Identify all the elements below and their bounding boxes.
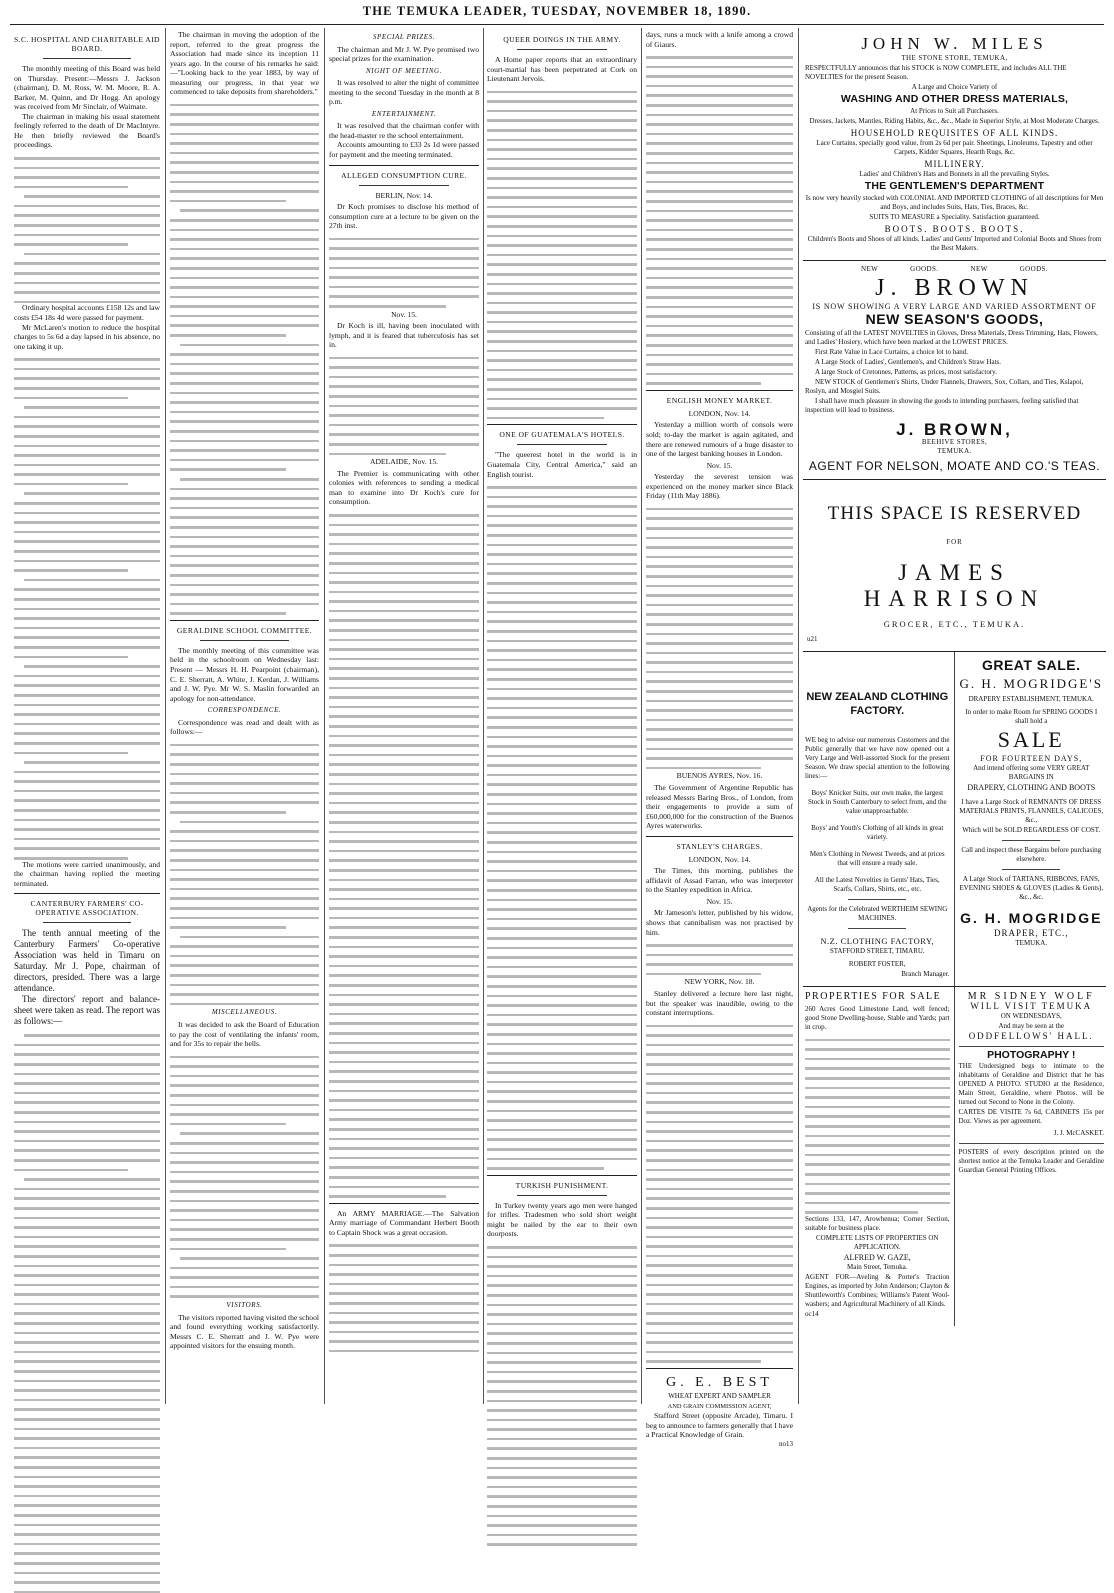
dateline: Nov. 15. <box>391 309 417 319</box>
article-body-continued <box>329 357 479 456</box>
divider <box>170 620 319 621</box>
ad-photo-text: CARTES DE VISITE 7s 6d, CABINETS 15s per Doz. Views as per agreement. <box>958 1108 1104 1126</box>
ad-code: u21 <box>807 635 818 644</box>
ad-sale-text: DRAPERY, CLOTHING AND BOOTS <box>967 782 1096 792</box>
article-paragraph: Dr Koch is ill, having been inoculated with lymph, and it is feared that tuberculosis has set in. <box>329 321 479 350</box>
ad-nz-text: ROBERT FOSTER, <box>848 959 906 968</box>
ad-code: oc14 <box>805 1309 819 1318</box>
ad-best-title: AND GRAIN COMMISSION AGENT, <box>667 1402 772 1410</box>
ad-miles-text: Children's Boots and Shoes of all kinds. Ladies' and Gents' Imported and Colonial Boots and Shoes from the Best Makers. <box>807 235 1102 252</box>
headline-money-market: ENGLISH MONEY MARKET. <box>666 395 773 405</box>
section-subhead: VISITORS. <box>226 1301 263 1310</box>
ad-nz-text: All the Latest Novelties in Gents' Hats, Ties, Scarfs, Collars, Shirts, etc., etc. <box>814 875 940 893</box>
masthead-rule <box>10 24 1104 25</box>
ad-photo-text: THE Undersigned begs to intimate to the inhabitants of Geraldine and District that he has OPENED A PHOTO. STUDIO at the Residence, Main Street, Geraldine, where Photos. will be turned out Second to None in the Colony. <box>958 1062 1104 1107</box>
ad-best-body: Stafford Street (opposite Arcade), Timaru. I beg to announce to farmers generally that I have a Practical Knowledge of Grain. <box>646 1411 793 1440</box>
advertisements-column <box>803 30 1106 1402</box>
ad-j-brown <box>803 261 1106 480</box>
ad-sale-text: I have a Large Stock of REMNANTS OF DRESS MATERIALS PRINTS, FLANNELS, CALICOES, &c., <box>959 797 1104 824</box>
dateline: Nov. 15. <box>706 460 733 470</box>
ad-sale-word: SALE <box>997 726 1065 752</box>
article-paragraph: Yesterday a million worth of consols were sold; to-day the market is again agitated, and there are renewed rumours of a huge disaster to one of the largest banking houses in London. <box>646 420 793 459</box>
divider <box>517 1195 607 1196</box>
article-paragraph: It was decided to ask the Board of Education to pay the cost of ventilating the infants' room, and for 35s to repair the bells. <box>170 1019 319 1049</box>
ad-great-sale <box>955 652 1107 986</box>
article-paragraph: The chairman in moving the adoption of the report, referred to the great progress the Association had made since its inception 11 years ago. In the course of his remarks he said:—"Looking back to the year 1883, by way of measuring our progress, in that year we commenced to take deposits from shareholders." <box>170 30 319 97</box>
article-body-continued <box>646 1025 793 1363</box>
headline-farmers-association: CANTERBURY FARMERS' CO-OPERATIVE ASSOCIATION. <box>30 899 144 918</box>
divider <box>1002 869 1060 870</box>
ad-prop-text: ALFRED W. GAZE, <box>843 1252 911 1262</box>
ad-sidney-text: ON WEDNESDAYS, <box>1000 1011 1062 1020</box>
ad-brown-text: A large Stock of Cretonnes, Patterns, as prices, most satisfactory. <box>815 368 997 376</box>
ad-posters: POSTERS of every description printed on the shortest notice at the Temuka Leader and Geraldine Guardian General Printing Offices. <box>958 1148 1104 1175</box>
ad-sidney-wolf <box>959 992 1105 1047</box>
ad-nz-text: Agents for the Celebrated WERTHEIM SEWING MACHINES. <box>807 904 948 922</box>
ad-properties <box>803 987 955 1326</box>
ad-brown-town: TEMUKA. <box>937 447 972 455</box>
ad-sale-text: And intend offering some VERY GREAT BARGAINS IN <box>973 763 1090 781</box>
ad-brown-heading: NEW SEASON'S GOODS, <box>865 311 1044 327</box>
ad-sale-text: In order to make Room for SPRING GOODS I shall hold a <box>965 707 1098 725</box>
ad-sidney-text: And may be seen at the <box>998 1021 1064 1030</box>
divider <box>359 185 449 186</box>
article-body-continued <box>646 944 793 975</box>
ad-nz-text: Boys' and Youth's Clothing of all kinds in great variety. <box>811 823 944 841</box>
ad-brown-text: First Rate Value in Lace Curtains, a choice lot to hand. <box>815 348 969 356</box>
ad-brown-text: IS NOW SHOWING A VERY LARGE AND VARIED ASSORTMENT OF <box>812 302 1097 311</box>
ad-sidney-text: MR SIDNEY WOLF <box>967 990 1095 1002</box>
ad-row <box>803 652 1106 987</box>
ad-miles-text: SUITS TO MEASURE a Speciality. Satisfaction guaranteed. <box>869 213 1040 221</box>
ad-miles-text: Ladies' and Children's Hats and Bonnets in all the prevailing Styles. <box>859 170 1050 178</box>
divider <box>329 165 479 166</box>
article-paragraph: The motions were carried unanimously, and the chairman having replied the meeting terminated. <box>14 859 160 888</box>
ad-sale-text: DRAPER, ETC., <box>993 927 1069 938</box>
ad-miles-heading: MILLINERY. <box>924 159 985 169</box>
masthead: THE TEMUKA LEADER, TUESDAY, NOVEMBER 18, 1890. <box>362 4 752 18</box>
ad-sale-text: DRAPERY ESTABLISHMENT, TEMUKA. <box>968 694 1094 703</box>
ad-best-name: G. E. BEST <box>666 1375 773 1391</box>
article-paragraph: The Times, this morning, publishes the affidavit of Assad Farran, who was interpreter to the Stanley expedition in Africa. <box>646 866 793 895</box>
column-3 <box>329 30 479 1402</box>
ad-brown-text: NEW STOCK of Gentlemen's Shirts, Under Flannels, Drawers, Sox, Collars, and Ties, Kslapoi, Roslyn, and Mosgiel Suits. <box>805 378 1084 395</box>
ad-nz-text: N.Z. CLOTHING FACTORY, <box>820 935 935 946</box>
ad-photo-signature: J. J. McCASKET. <box>1053 1129 1104 1138</box>
divider <box>43 58 131 59</box>
ad-brown-name: J. BROWN, <box>896 420 1013 439</box>
section-subhead: CORRESPONDENCE. <box>207 706 282 715</box>
column-4 <box>487 30 637 1402</box>
dateline: LONDON, Nov. 14. <box>688 408 751 418</box>
ad-miles-text: At Prices to Suit all Purchasers. <box>910 107 999 115</box>
ad-sale-text: TEMUKA. <box>1015 938 1048 947</box>
ad-prop-text: Sections 133, 147, Arowhenua; Corner Section, suitable for business place. <box>805 1214 950 1232</box>
article-paragraph: The visitors reported having visited the school and found everything working satisfactorily. Messrs C. E. Sherratt and J. W. Pye were appointed visitors for the ensuing month. <box>170 1312 319 1351</box>
column-2 <box>170 30 319 1402</box>
ad-prop-text: AGENT FOR—Aveling & Porter's Traction Engines, as imported by John Anderson; Clayton & Shuttleworth's Combines; Williams's Patent Wool-washers; and Agricultural Machinery of all Kinds. <box>805 1272 950 1308</box>
article-body-continued <box>14 1034 160 1593</box>
ad-miles-text: Lace Curtains, specially good value, from 2s 6d per pair. Sheetings, Linoleums, Tapestry and other Carpets, Kidder Squares, Hearth Rugs, &c. <box>816 139 1093 156</box>
ad-nz-text: Branch Manager. <box>901 969 950 978</box>
article-paragraph: Yesterday the severest tension was experienced on the money market since Black Friday (11th May 1886). <box>646 472 793 501</box>
article-paragraph: Mr McLaren's motion to reduce the hospital charges to 5s 6d a day lapsed in his absence, no one taking it up. <box>14 322 160 351</box>
ad-brown-text: I shall have much pleasure in showing the goods to intending purchasers, feeling satisfied that inspection will lead to business. <box>805 397 1079 414</box>
article-body-continued <box>14 157 160 304</box>
column-rule <box>798 28 799 1404</box>
headline-hospital-board: S.C. HOSPITAL AND CHARITABLE AID BOARD. <box>14 35 160 53</box>
article-body-continued <box>170 744 319 1006</box>
section-subhead: ENTERTAINMENT. <box>371 109 437 118</box>
ad-photography <box>958 1048 1105 1145</box>
article-body-continued <box>329 238 479 308</box>
article-paragraph: A Home paper reports that an extraordinary court-martial has been perpetrated at Cork on Lieutenant Jervois. <box>487 55 637 84</box>
article-paragraph: Dr Koch promises to disclose his method of consumption cure at a lecture to be given on the 27th inst. <box>329 202 479 231</box>
article-paragraph: The Premier is communicating with other colonies with references to sending a medical man to examine into Dr Koch's cure for consumption. <box>329 468 479 507</box>
dateline: LONDON, Nov. 14. <box>688 854 751 864</box>
divider <box>487 1175 637 1176</box>
ad-nz-text: Men's Clothing in Newest Tweeds, and at prices that will ensure a ready sale. <box>809 849 945 867</box>
column-1 <box>14 30 160 1402</box>
divider <box>646 1368 793 1369</box>
dateline: NEW YORK, Nov. 18. <box>684 977 755 987</box>
ad-prop-text: Main Street, Temuka. <box>847 1262 908 1271</box>
dateline: ADELAIDE, Nov. 15. <box>369 457 439 467</box>
ad-reserved-space <box>803 480 1106 652</box>
article-paragraph: The monthly meeting of this Board was held on Thursday. Present:—Messrs J. Jackson (chairman), D. M. Ross, W. M. Moore, R. A. Barker, M. Quinn, and Dr Hogg. An apology was received from Mr Sinclair, of Waimate. <box>14 64 160 112</box>
ad-brown-text: Consisting of all the LATEST NOVELTIES in Gloves, Dress Materials, Dress Trimming, Hats, Flowers, and Ladies' Hosiery, which have been marked at the LOWEST PRICES. <box>805 329 1098 346</box>
ad-sale-name: G. H. MOGRIDGE'S <box>959 675 1103 691</box>
divider <box>487 424 637 425</box>
ad-nz-text: WE beg to advise our numerous Customers and the Public generally that we have now opened out a Very Large and Well-assorted Stock for the present Season. We draw special attention to the following lines:— <box>805 735 950 780</box>
divider <box>646 836 793 837</box>
ad-nz-heading: NEW ZEALAND CLOTHING FACTORY. <box>806 690 949 717</box>
ad-reserved-title: THIS SPACE IS RESERVED <box>827 503 1082 524</box>
article-paragraph: The tenth annual meeting of the Canterbury Farmers' Co-operative Association was held in Timaru on Saturday. Mr J. Pope, chairman of directors, presided. There was a large attendance. <box>14 928 160 994</box>
article-paragraph: days, runs a muck with a knife among a crowd of Giaurs. <box>646 30 793 49</box>
ad-sale-heading: GREAT SALE. <box>981 656 1081 673</box>
ad-miles-text: A Large and Choice Variety of <box>911 83 998 91</box>
article-paragraph: Ordinary hospital accounts £158 12s and law costs £54 18s 4d were passed for payment. <box>14 303 160 322</box>
dateline: BERLIN, Nov. 14. <box>375 190 433 200</box>
ad-prop-heading: PROPERTIES FOR SALE <box>805 990 942 1002</box>
article-body-continued <box>487 91 637 420</box>
article-body-continued <box>646 56 793 385</box>
article-paragraph: Stanley delivered a lecture here last night, but the speaker was inaudible, owing to the constant interruptions. <box>646 989 793 1018</box>
dateline: Nov. 15. <box>706 896 733 906</box>
section-subhead: MISCELLANEOUS. <box>211 1008 278 1017</box>
headline-turkish-punishment: TURKISH PUNISHMENT. <box>515 1180 609 1190</box>
ad-sale-text: FOR FOURTEEN DAYS, <box>980 753 1083 763</box>
ad-brown-text: A Large Stock of Ladies', Gentlemen's, and Children's Straw Hats. <box>815 358 1002 366</box>
divider <box>200 640 289 641</box>
article-body-continued <box>14 358 160 859</box>
column-rule <box>165 28 166 1404</box>
ad-miles-heading: HOUSEHOLD REQUISITES OF ALL KINDS. <box>850 128 1059 138</box>
column-rule <box>324 28 325 1404</box>
ad-sidney-text: ODDFELLOWS' HALL. <box>968 1030 1094 1041</box>
ad-miles-heading: WASHING AND OTHER DRESS MATERIALS, <box>840 93 1069 105</box>
divider <box>848 899 906 900</box>
ad-nz-clothing <box>803 652 955 986</box>
headline-consumption-cure: ALLEGED CONSUMPTION CURE. <box>341 170 467 180</box>
ad-right-stack <box>955 987 1107 1326</box>
ad-sale-text: A Large Stock of TARTANS, RIBBONS, FANS, EVENING SHOES & GLOVES (Ladies & Gents), &c., &c. <box>959 874 1104 901</box>
ad-miles-text: Is now very heavily stocked with COLONIAL AND IMPORTED CLOTHING of all descriptions for Men and Boys, and includes Suits, Hats, Ties, Braces, &c. <box>805 194 1104 211</box>
article-body-continued <box>170 104 319 615</box>
article-body-continued <box>487 1246 637 1546</box>
ad-code: no13 <box>779 1439 793 1448</box>
article-paragraph: The chairman and Mr J. W. Pye promised two special prizes for the examination. <box>329 44 479 64</box>
ad-miles-store: THE STONE STORE, TEMUKA, <box>901 54 1008 62</box>
ad-nz-text: STAFFORD STREET, TIMARU. <box>829 946 925 955</box>
divider <box>1002 840 1060 841</box>
article-paragraph: The monthly meeting of this committee was held in the schoolroom on Wednesday last: Present — Messrs H. H. Pearpoint (chairman), C. E. Sherratt, A. White, J. Kerdan, J. Williams and J. W. Pye. Mr W. S. Maslin forwarded an apology for non-attendance. <box>170 645 319 703</box>
ad-brown-store: BEEHIVE STORES, <box>921 438 988 446</box>
ad-prop-text: 260 Acres Good Limestone Land, well fenced; good Stone Dwelling-house, Stable and Yards; part in crop. <box>805 1004 950 1031</box>
article-paragraph: The Government of Argentine Republic has released Messrs Baring Bros., of London, from their engagements to provide a sum of £60,000,000 for the construction of the Buenos Ayres waterworks. <box>646 782 793 831</box>
ad-miles-text: Dresses, Jackets, Mantles, Riding Habits, &c., &c., Made in Superior Style, at Most Moderate Charges. <box>809 117 1100 125</box>
headline-guatemala-hotels: ONE OF GUATEMALA'S HOTELS. <box>499 430 625 440</box>
divider <box>43 922 131 923</box>
article-paragraph: Accounts amounting to £33 2s 1d were passed for payment and the meeting terminated. <box>329 140 479 160</box>
section-subhead: NIGHT OF MEETING. <box>366 66 442 75</box>
headline-stanley-charges: STANLEY'S CHARGES. <box>676 841 763 851</box>
article-paragraph: Correspondence was read and dealt with as follows:— <box>170 717 319 737</box>
ad-reserved-for: FOR <box>946 538 963 546</box>
ad-brown-name: J. BROWN <box>875 275 1034 301</box>
article-paragraph: "The queerest hotel in the world is in Guatemala City, Central America," said an English tourist. <box>487 450 637 479</box>
ad-miles-name: JOHN W. MILES <box>861 34 1048 53</box>
article-body-continued <box>329 1244 479 1352</box>
ad-miles-heading: BOOTS. BOOTS. BOOTS. <box>884 224 1025 234</box>
ad-brown-top: NEW GOODS. NEW GOODS. <box>860 265 1048 273</box>
ad-sale-text: Call and inspect these Bargains before purchasing elsewhere. <box>961 845 1102 863</box>
ad-brown-agent: AGENT FOR NELSON, MOATE AND CO.'S TEAS. <box>808 459 1101 473</box>
ad-row <box>803 987 1106 1326</box>
ad-sidney-text: WILL VISIT TEMUKA <box>970 1000 1093 1011</box>
article-paragraph: The chairman in making his usual statement feelingly referred to the death of Dr MacIntyre. He then briefly reviewed the Board's proceedings. <box>14 111 160 150</box>
divider <box>14 893 160 894</box>
ad-reserved-name: JAMES HARRISON <box>863 559 1046 611</box>
divider <box>646 390 793 391</box>
article-body-continued <box>646 508 793 770</box>
article-paragraph: It was resolved to alter the night of committee meeting to the second Tuesday in the month at 8 p.m. <box>329 78 479 107</box>
ad-nz-text: Boys' Knicker Suits, our own make, the largest Stock in South Canterbury to select from, and the value unapproachable. <box>807 788 947 815</box>
divider <box>517 444 607 445</box>
article-paragraph: Mr Jameson's letter, published by his widow, shows that cannibalism was not practised by him. <box>646 908 793 937</box>
ad-best-title: WHEAT EXPERT AND SAMPLER <box>668 1392 771 1401</box>
section-subhead: SPECIAL PRIZES. <box>372 33 436 41</box>
article-paragraph: An ARMY MARRIAGE.—The Salvation Army marriage of Commandant Herbert Booth to Captain Shock was a great occasion. <box>329 1208 479 1237</box>
divider <box>848 928 906 929</box>
ad-john-miles <box>803 30 1106 261</box>
ad-miles-text: RESPECTFULLY announces that his STOCK is NOW COMPLETE, and includes ALL THE NOVELTIES for the present Season. <box>805 64 1067 81</box>
column-rule <box>641 28 642 1404</box>
article-body-continued <box>329 514 479 1198</box>
article-body-continued <box>487 486 637 1170</box>
divider <box>517 49 607 50</box>
article-paragraph: The directors' report and balance-sheet were taken as read. The report was as follows:— <box>14 994 160 1027</box>
column-5 <box>646 30 793 1448</box>
ad-photo-heading: PHOTOGRAPHY ! <box>987 1048 1076 1061</box>
ad-sale-text: Which will be SOLD REGARDLESS OF COST. <box>962 825 1101 834</box>
article-paragraph: In Turkey twenty years ago men were hanged for trifles. Tradesmen who sold short weight might be nailed by the ear to their own doorposts. <box>487 1200 637 1239</box>
dateline: BUENOS AYRES, Nov. 16. <box>676 771 763 781</box>
divider <box>329 1203 479 1204</box>
headline-queer-doings: QUEER DOINGS IN THE ARMY. <box>503 35 621 44</box>
ad-miles-heading: THE GENTLEMEN'S DEPARTMENT <box>864 180 1045 192</box>
headline-geraldine-school: GERALDINE SCHOOL COMMITTEE. <box>176 625 313 635</box>
ad-prop-text: COMPLETE LISTS OF PROPERTIES ON APPLICATION. <box>816 1233 939 1251</box>
ad-sale-name: G. H. MOGRIDGE <box>960 909 1103 926</box>
ad-reserved-business: GROCER, ETC., TEMUKA. <box>883 618 1026 629</box>
column-rule <box>483 28 484 1404</box>
article-paragraph: It was resolved that the chairman confer with the head-master re the school entertainment. <box>329 121 479 140</box>
ad-prop-listings <box>805 1039 950 1214</box>
article-body-continued <box>170 1056 319 1298</box>
